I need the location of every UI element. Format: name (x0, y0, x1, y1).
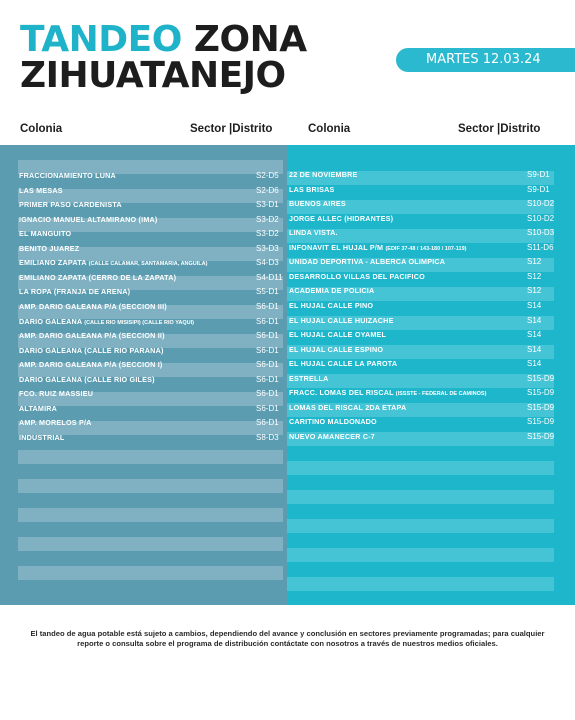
schedule-row (0, 401, 287, 415)
colonia-name (289, 228, 338, 237)
schedule-row (0, 197, 287, 211)
sector-code: S6-D1 (256, 331, 279, 341)
sector-code: S3-D1 (256, 200, 279, 210)
right-colonia-header: Colonia (308, 123, 351, 135)
schedule-row (287, 269, 575, 283)
title-word-tandeo: TANDEO (20, 19, 182, 60)
schedule-row (0, 328, 287, 342)
sector-code: S12 (527, 271, 542, 281)
colonia-label: FRACC. LOMAS DEL RISCAL (289, 388, 394, 398)
schedule-row (287, 254, 575, 268)
colonia-name (289, 185, 335, 194)
sector-code: S6-D1 (256, 360, 279, 370)
sector-code: S15-D9 (527, 373, 555, 383)
colonia-label: EL HUJAL CALLE ESPINO (289, 344, 384, 354)
schedule-row (287, 196, 575, 210)
colonia-name (289, 345, 383, 354)
colonia-label: PRIMER PASO CARDENISTA (19, 200, 122, 210)
colonia-name (289, 214, 393, 223)
colonia-name (19, 258, 207, 267)
sector-code: S9-D1 (527, 184, 550, 194)
colonia-detail: (CALLE CALAMAR, SANTAMARIA, ANGUILA) (88, 261, 208, 268)
row-stripe (18, 450, 283, 464)
colonia-label: ALTAMIRA (19, 403, 58, 413)
colonia-label: FRACCIONAMIENTO LUNA (19, 171, 116, 180)
colonia-name (19, 360, 163, 369)
sector-code: S9-D1 (527, 170, 550, 179)
sector-code: S10-D2 (527, 199, 555, 209)
row-stripe (287, 461, 554, 475)
row-stripe (287, 490, 554, 504)
colonia-label: CARITINO MALDONADO (289, 417, 377, 427)
sector-code: S11-D6 (527, 242, 554, 252)
colonia-label: UNIDAD DEPORTIVA - ALBERCA OLIMPICA (289, 257, 446, 267)
sector-code: S3-D2 (256, 229, 279, 239)
colonia-name (289, 432, 375, 441)
colonia-label: EL HUJAL CALLE PINO (289, 300, 374, 310)
colonia-name (289, 243, 466, 252)
colonia-name (289, 330, 386, 339)
colonia-label: INFONAVIT EL HUJAL P/M (289, 242, 384, 252)
colonia-label: AMP. DARIO GALEANA P/A (SECCION I) (19, 360, 163, 370)
colonia-name (19, 389, 93, 398)
colonia-label: EL HUJAL CALLE LA PAROTA (289, 359, 398, 369)
row-stripe (18, 537, 283, 551)
sector-code: S15-D9 (527, 388, 555, 398)
schedule-row (287, 400, 575, 414)
sector-code: S3-D3 (256, 243, 279, 253)
colonia-name (19, 331, 165, 340)
colonia-label: ESTRELLA (289, 373, 329, 383)
left-schedule-panel (0, 145, 287, 605)
sector-code: S12 (527, 257, 542, 267)
row-stripe (18, 508, 283, 522)
schedule-row (0, 255, 287, 269)
colonia-label: IGNACIO MANUEL ALTAMIRANO (IMA) (19, 214, 158, 224)
sector-code: S2-D5 (256, 171, 279, 180)
colonia-name (19, 273, 176, 282)
colonia-label: EL HUJAL CALLE HUIZACHE (289, 315, 394, 325)
colonia-name (289, 170, 358, 179)
colonia-label: LAS MESAS (19, 185, 63, 195)
colonia-name (289, 272, 425, 281)
sector-code: S4-D11 (256, 272, 283, 282)
schedule-row (0, 386, 287, 400)
colonia-name (19, 375, 155, 384)
colonia-name (19, 244, 79, 253)
colonia-name (289, 199, 346, 208)
colonia-name (19, 171, 116, 180)
colonia-detail: (EDIF 37-48 / 143-180 / 107-119) (385, 245, 467, 252)
colonia-name (19, 186, 63, 195)
title-word-zona: ZONA (193, 19, 307, 60)
schedule-row (0, 299, 287, 313)
colonia-label: AMP. DARIO GALEANA P/A (SECCION III) (19, 301, 167, 311)
colonia-label: DARIO GALEANA (19, 316, 83, 326)
schedule-row (287, 342, 575, 356)
colonia-label: INDUSTRIAL (19, 432, 65, 442)
colonia-label: LA ROPA (FRANJA DE ARENA) (19, 287, 131, 297)
schedule-row (0, 415, 287, 429)
sector-code: S15-D9 (527, 402, 555, 412)
title-line-1 (20, 19, 307, 60)
sector-code: S6-D1 (256, 316, 279, 326)
colonia-label: EL HUJAL CALLE OYAMEL (289, 330, 387, 340)
schedule-row (287, 371, 575, 385)
colonia-label: LAS BRISAS (289, 184, 335, 194)
colonia-name (19, 287, 130, 296)
sector-code: S14 (527, 300, 542, 310)
sector-code: S2-D6 (256, 185, 279, 195)
schedule-row (0, 372, 287, 386)
sector-code: S4-D3 (256, 258, 279, 268)
schedule-row (0, 183, 287, 197)
footer-disclaimer: El tandeo de agua potable está sujeto a cambios, dependiendo del avance y conclusión en sectores previamente programadas; para cualquier reporte o consulta sobre el programa de distribución contáctate con nosotros a través de nuestros medios oficiales. (30, 629, 545, 648)
row-stripe (287, 519, 554, 533)
schedule-row (287, 240, 575, 254)
schedule-row (287, 298, 575, 312)
sector-code: S10-D2 (527, 213, 555, 223)
sector-code: S14 (527, 344, 542, 354)
colonia-label: FCO. RUIZ MASSIEU (19, 389, 94, 399)
schedule-row (0, 430, 287, 444)
row-stripe (18, 479, 283, 493)
schedule-row (287, 225, 575, 239)
colonia-name (289, 257, 445, 266)
row-stripe (18, 566, 283, 580)
schedule-row (0, 343, 287, 357)
sector-code: S6-D1 (256, 345, 279, 355)
sector-code: S6-D1 (256, 403, 279, 413)
colonia-label: JORGE ALLEC (HIDRANTES) (289, 213, 394, 223)
colonia-name (19, 418, 92, 427)
right-sector-header: Sector |Distrito (458, 123, 541, 135)
schedule-row (287, 327, 575, 341)
colonia-label: ACADEMIA DE POLICIA (289, 286, 375, 296)
sector-code: S5-D1 (256, 287, 279, 297)
title-line-2: ZIHUATANEJO (20, 55, 286, 96)
colonia-detail: (CALLE RIO MISISIPI) (CALLE RIO YAQUI) (84, 319, 194, 326)
colonia-label: BENITO JUAREZ (19, 243, 80, 253)
colonia-name (19, 404, 57, 413)
colonia-label: DESARROLLO VILLAS DEL PACIFICO (289, 271, 425, 281)
colonia-label: EL MANGUITO (19, 229, 72, 239)
schedule-row (287, 182, 575, 196)
schedule-row (0, 357, 287, 371)
schedule-row (287, 414, 575, 428)
row-stripe (287, 577, 554, 591)
colonia-name (289, 316, 394, 325)
colonia-name (289, 286, 374, 295)
colonia-label: LOMAS DEL RISCAL 2DA ETAPA (289, 402, 407, 412)
colonia-label: EMILIANO ZAPATA (19, 258, 87, 268)
colonia-label: AMP. DARIO GALEANA P/A (SECCION II) (19, 331, 165, 341)
sector-code: S15-D9 (527, 417, 555, 427)
schedule-row (287, 385, 575, 399)
colonia-label: BUENOS AIRES (289, 199, 346, 209)
sector-code: S14 (527, 359, 542, 369)
colonia-name (289, 388, 486, 397)
schedule-row (287, 429, 575, 443)
colonia-detail: (ISSSTE - FEDERAL DE CAMINOS) (395, 391, 487, 398)
schedule-row (287, 211, 575, 225)
colonia-name (289, 374, 329, 383)
date-badge: MARTES 12.03.24 (396, 48, 575, 72)
sector-code: S6-D1 (256, 374, 279, 384)
schedule-row (0, 241, 287, 255)
schedule-row (0, 168, 287, 182)
colonia-name (289, 417, 377, 426)
colonia-name (289, 359, 397, 368)
colonia-name (19, 215, 158, 224)
colonia-name (289, 301, 373, 310)
colonia-label: 22 DE NOVIEMBRE (289, 170, 358, 179)
colonia-name (19, 200, 122, 209)
schedule-row (0, 226, 287, 240)
sector-code: S8-D3 (256, 432, 279, 442)
colonia-name (19, 229, 71, 238)
schedule-row (0, 270, 287, 284)
sector-code: S3-D2 (256, 214, 279, 224)
colonia-name (19, 302, 167, 311)
sector-code: S10-D3 (527, 228, 555, 238)
colonia-label: DARIO GALEANA (CALLE RIO GILES) (19, 374, 155, 384)
sector-code: S14 (527, 330, 542, 340)
sector-code: S12 (527, 286, 542, 296)
sector-code: S6-D1 (256, 418, 279, 428)
left-colonia-header: Colonia (20, 123, 63, 135)
colonia-label: AMP. MORELOS P/A (19, 418, 92, 428)
sector-code: S6-D1 (256, 301, 279, 311)
schedule-row (287, 283, 575, 297)
colonia-name (19, 433, 65, 442)
schedule-row (0, 212, 287, 226)
colonia-label: NUEVO AMANECER C-7 (289, 431, 375, 441)
schedule-row (0, 314, 287, 328)
sector-code: S15-D9 (527, 431, 555, 441)
right-schedule-panel (287, 145, 575, 605)
colonia-name (19, 317, 194, 326)
colonia-label: DARIO GALEANA (CALLE RIO PARANA) (19, 345, 164, 355)
left-sector-header: Sector |Distrito (190, 123, 273, 135)
schedule-row (0, 284, 287, 298)
schedule-row (287, 356, 575, 370)
colonia-label: LINDA VISTA. (289, 228, 338, 238)
schedule-row (287, 313, 575, 327)
colonia-name (19, 346, 164, 355)
colonia-label: EMILIANO ZAPATA (CERRO DE LA ZAPATA) (19, 272, 177, 282)
colonia-name (289, 403, 406, 412)
schedule-row (287, 167, 575, 181)
row-stripe (287, 548, 554, 562)
sector-code: S14 (527, 315, 542, 325)
sector-code: S6-D1 (256, 389, 279, 399)
